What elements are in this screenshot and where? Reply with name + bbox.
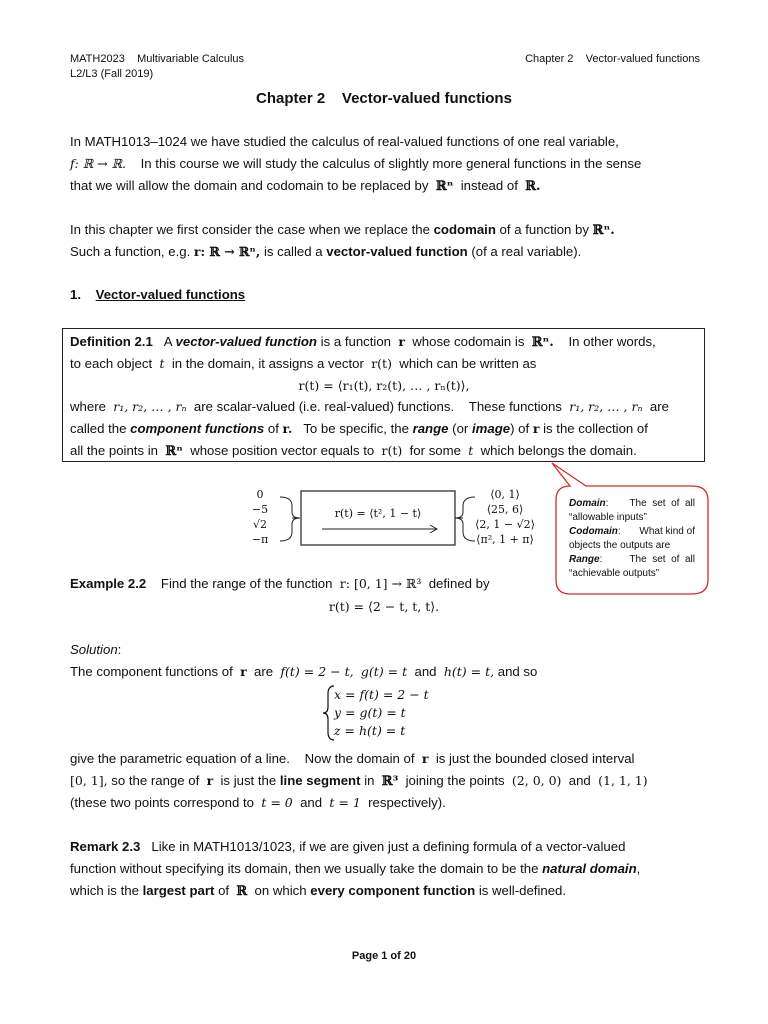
intro-text: is called a xyxy=(263,244,323,259)
math-f: f(t) = 2 − t, xyxy=(280,664,354,679)
solution-text: and xyxy=(414,664,437,679)
solution-text: respectively). xyxy=(368,795,446,810)
math-r: ℝ. xyxy=(525,179,541,194)
callout-codomain-row1: Codomain: What kind of xyxy=(569,526,695,537)
term-vector-valued: vector-valued function xyxy=(326,244,468,259)
term-codomain: codomain xyxy=(433,222,496,237)
solution-text: in xyxy=(364,773,375,788)
example-label: Example 2.2 xyxy=(70,576,147,591)
header-left xyxy=(70,52,244,82)
example-line1 xyxy=(70,575,490,593)
equation-z: z = h(t) = t xyxy=(334,723,406,738)
callout-content xyxy=(569,497,695,581)
course-code: MATH2023 xyxy=(70,53,125,65)
math-r: r xyxy=(206,773,214,788)
intro-p2-line1 xyxy=(70,221,699,240)
solution-text: is just the bounded closed interval xyxy=(435,751,635,766)
def-text: to each object xyxy=(70,356,153,371)
def-text: which can be written as xyxy=(399,356,537,371)
def-term: range xyxy=(412,421,449,436)
function-box-label: r(t) = ⟨t², 1 − t⟩ xyxy=(334,507,422,520)
intro-text: instead of xyxy=(460,178,518,193)
math-rn: ℝⁿ xyxy=(435,179,454,194)
intro-p2-line2 xyxy=(70,243,699,261)
def-text: whose codomain is xyxy=(412,334,525,349)
math-rt: r(t) xyxy=(371,356,392,371)
definition-label: Definition 2.1 xyxy=(70,334,153,349)
intro-p1-line3 xyxy=(70,177,699,196)
math-r: r xyxy=(532,421,540,436)
math-rn: ℝⁿ. xyxy=(531,335,554,350)
def-text: all the points in xyxy=(70,443,158,458)
math-t: t xyxy=(468,443,474,458)
course-section: L2/L3 (Fall 2019) xyxy=(70,68,154,80)
remark-text: , xyxy=(636,861,641,876)
remark-text: of xyxy=(218,883,230,898)
remark-text: which is the xyxy=(70,883,139,898)
def-text: ) of xyxy=(510,421,530,436)
intro-text: of a function by xyxy=(499,222,589,237)
solution-text: and xyxy=(568,773,591,788)
def-text: A xyxy=(163,334,172,349)
input-brace xyxy=(280,497,300,541)
callout-term: Domain xyxy=(569,498,606,509)
math-interval: [0, 1], xyxy=(70,773,108,788)
title-name: Vector-valued functions xyxy=(341,90,512,107)
intro-p1-line2 xyxy=(70,155,699,173)
diagram-output-2: ⟨2, 1 − √2⟩ xyxy=(475,518,535,531)
definition-line2 xyxy=(70,355,699,373)
math-components: r₁, r₂, … , rₙ xyxy=(569,399,643,414)
math-rn: ℝⁿ xyxy=(165,444,183,459)
def-text: are scalar-valued (i.e. real-valued) functions. xyxy=(193,399,455,414)
intro-text: Such a function, e.g. xyxy=(70,244,191,259)
equation-y: y = g(t) = t xyxy=(334,705,406,720)
section-number: 1. xyxy=(70,287,81,302)
output-brace xyxy=(455,497,475,541)
diagram-input-2: √2 xyxy=(252,518,268,531)
solution-text: Now the domain of xyxy=(304,751,415,766)
diagram-input-1: −5 xyxy=(251,503,269,516)
def-term: vector-valued function xyxy=(175,334,317,349)
def-term: image xyxy=(471,421,511,436)
solution-text: and xyxy=(300,795,323,810)
function-diagram xyxy=(240,484,550,556)
callout-domain-row1: Domain: The set of all xyxy=(569,498,695,509)
math-r: ℝ xyxy=(236,884,248,899)
def-text: To be specific, the xyxy=(303,421,409,436)
math-f: f: ℝ → ℝ. xyxy=(70,156,126,171)
solution-colon: : xyxy=(117,642,122,657)
example-text: defined by xyxy=(428,576,490,591)
equation-system xyxy=(334,686,429,740)
math-r-map: r: ℝ → ℝⁿ, xyxy=(193,244,261,259)
math-r3: ℝ³ xyxy=(381,774,399,789)
remark-text: is well-defined. xyxy=(478,883,567,898)
def-text: whose position vector equals to xyxy=(190,443,375,458)
remark-line2 xyxy=(70,860,699,878)
solution-text: are xyxy=(254,664,274,679)
math-rn: ℝⁿ. xyxy=(592,223,615,238)
intro-text: In this chapter we first consider the case when we replace the xyxy=(70,222,430,237)
diagram-output-3: ⟨π², 1 + π⟩ xyxy=(476,533,534,546)
def-text: In other words, xyxy=(568,334,656,349)
diagram-output-1: ⟨25, 6⟩ xyxy=(486,503,524,516)
course-name: Multivariable Calculus xyxy=(137,53,245,65)
def-text: is the collection of xyxy=(543,421,648,436)
header-right xyxy=(525,52,700,67)
definition-formula: r(t) = ⟨r₁(t), r₂(t), … , rₙ(t)⟩, xyxy=(298,378,470,393)
solution-text: (these two points correspond to xyxy=(70,795,254,810)
intro-text: In this course we will study the calculus of slightly more general functions in the sense xyxy=(140,156,642,171)
math-point1: (2, 0, 0) xyxy=(511,773,562,788)
def-text: These functions xyxy=(468,399,562,414)
solution-line1 xyxy=(70,663,537,681)
solution-line4 xyxy=(70,794,699,812)
example-text: Find the range of the function xyxy=(160,576,333,591)
math-r: r. xyxy=(282,421,293,436)
math-func: r: [0, 1] → ℝ³ xyxy=(339,576,422,591)
solution-line2 xyxy=(70,750,699,768)
solution-text: The component functions of xyxy=(70,664,233,679)
diagram-input-0: 0 xyxy=(256,488,264,501)
term-line-segment: line segment xyxy=(279,773,361,788)
def-term: component functions xyxy=(130,421,265,436)
remark-label: Remark 2.3 xyxy=(70,839,141,854)
term-every-component: every component function xyxy=(310,883,476,898)
remark-text: function without specifying its domain, then we usually take the domain to be the xyxy=(70,861,539,876)
math-h: h(t) = t, xyxy=(443,664,495,679)
intro-text: that we will allow the domain and codomain to be replaced by xyxy=(70,178,429,193)
def-text: for some xyxy=(409,443,461,458)
intro-text: In MATH1013–1024 we have studied the calculus of real-valued functions of one real variable, xyxy=(70,134,619,149)
math-t0: t = 0 xyxy=(261,795,293,810)
title-chapter: Chapter 2 xyxy=(256,90,326,107)
def-text: where xyxy=(70,399,106,414)
solution-line3 xyxy=(70,772,699,791)
callout-domain-row2: “allowable inputs” xyxy=(569,512,647,523)
solution-text: is just the xyxy=(220,773,277,788)
callout-term: Codomain xyxy=(569,526,618,537)
def-text: (or xyxy=(452,421,469,436)
solution-text: and so xyxy=(497,664,538,679)
section-heading xyxy=(70,287,245,302)
term-natural-domain: natural domain xyxy=(542,861,637,876)
page-title xyxy=(0,90,768,107)
def-text: is a function xyxy=(320,334,392,349)
section-title: Vector-valued functions xyxy=(95,287,246,302)
math-t: t xyxy=(159,356,165,371)
solution-label xyxy=(70,641,121,659)
def-text: in the domain, it assigns a vector xyxy=(171,356,364,371)
term-largest-part: largest part xyxy=(142,883,215,898)
remark-text: on which xyxy=(254,883,307,898)
callout-range-row1: Range: The set of all xyxy=(569,554,695,565)
header-chapter-topic: Vector-valued functions xyxy=(585,53,700,65)
intro-text: (of a real variable). xyxy=(471,244,582,259)
callout-codomain-row2: objects the outputs are xyxy=(569,540,671,551)
solution-text: joining the points xyxy=(405,773,505,788)
remark-line3 xyxy=(70,882,699,901)
definition-line1 xyxy=(70,333,699,352)
diagram-output-0: ⟨0, 1⟩ xyxy=(490,488,520,501)
callout-term: Range xyxy=(569,554,600,565)
diagram-input-3: −π xyxy=(251,533,269,546)
math-components: r₁, r₂, … , rₙ xyxy=(113,399,187,414)
intro-p1-line1 xyxy=(70,133,699,151)
def-text: of xyxy=(267,421,279,436)
def-text: are xyxy=(649,399,669,414)
example-formula: r(t) = ⟨2 − t, t, t⟩. xyxy=(328,599,440,614)
remark-text: Like in MATH1013/1023, if we are given just a defining formula of a vector-valued xyxy=(151,839,626,854)
math-r: r xyxy=(421,751,429,766)
solution-text: so the range of xyxy=(111,773,200,788)
remark-line1 xyxy=(70,838,699,856)
math-g: g(t) = t xyxy=(360,664,408,679)
solution-text: give the parametric equation of a line. xyxy=(70,751,290,766)
page-number: Page 1 of 20 xyxy=(351,950,417,962)
header-chapter-label: Chapter 2 xyxy=(525,53,574,65)
callout-range-row2: “achievable outputs” xyxy=(569,568,660,579)
definition-line5 xyxy=(70,420,699,438)
math-t1: t = 1 xyxy=(329,795,361,810)
math-point2: (1, 1, 1) xyxy=(598,773,648,788)
def-text: which belongs the domain. xyxy=(480,443,637,458)
math-r: r xyxy=(398,334,405,349)
math-r: r xyxy=(240,664,247,679)
solution-label-text: Solution xyxy=(70,642,118,657)
definition-line4 xyxy=(70,398,699,416)
equation-x: x = f(t) = 2 − t xyxy=(334,687,429,702)
math-rt: r(t) xyxy=(381,443,403,458)
def-text: called the xyxy=(70,421,127,436)
